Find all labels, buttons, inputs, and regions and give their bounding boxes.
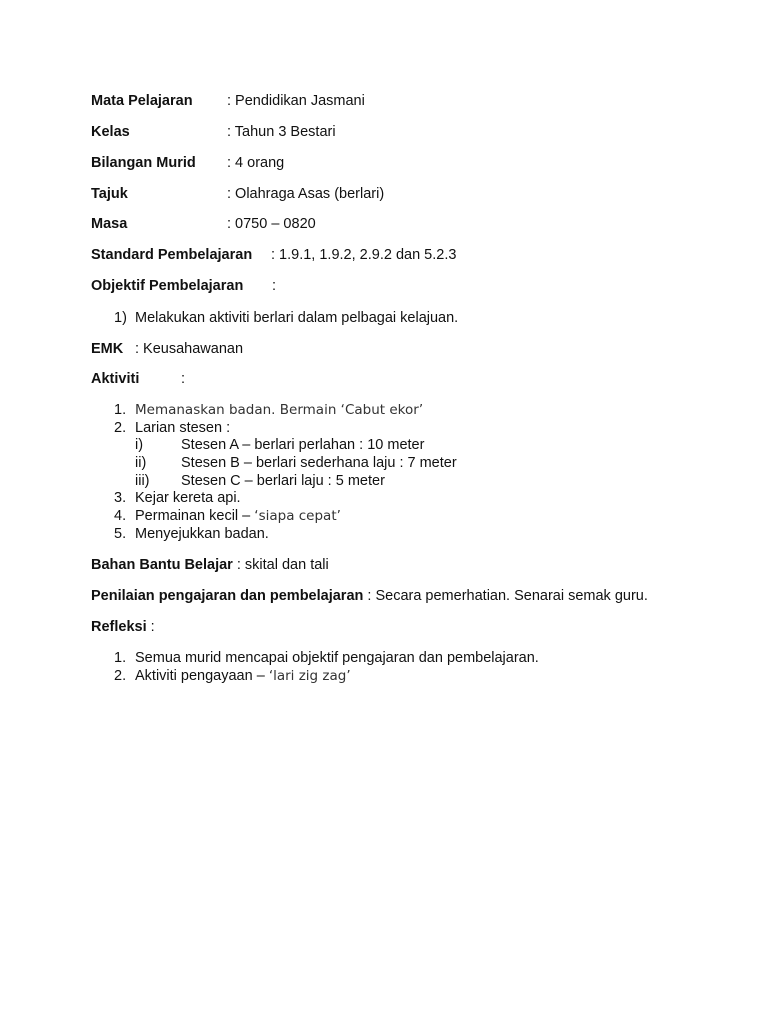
field-label: Tajuk <box>91 186 128 202</box>
field-value: : Secara pemerhatian. Senarai semak guru. <box>363 588 648 604</box>
field-value: : Pendidikan Jasmani <box>227 93 365 109</box>
field-label: Masa <box>91 216 128 232</box>
section-aktiviti <box>91 370 186 388</box>
sub-list-number: i) <box>135 437 144 453</box>
field-penilaian <box>91 587 648 605</box>
list-item <box>114 401 424 419</box>
sub-list-text: Stesen A – berlari perlahan : 10 meter <box>181 437 425 453</box>
field-label: Bahan Bantu Belajar <box>91 557 233 573</box>
field-value: : 4 orang <box>227 155 285 171</box>
field-value: : 1.9.1, 1.9.2, 2.9.2 dan 5.2.3 <box>271 247 457 263</box>
field-label: Penilaian pengajaran dan pembelajaran <box>91 588 364 604</box>
list-item <box>114 525 269 543</box>
list-number: 1) <box>114 310 127 326</box>
list-text: Menyejukkan badan. <box>135 526 269 542</box>
field-label: Kelas <box>91 124 130 140</box>
sub-list-item <box>135 472 385 490</box>
list-text <box>135 507 341 525</box>
list-text: Semua murid mencapai objektif pengajaran dan pembelajaran. <box>135 650 539 666</box>
section-refleksi <box>91 618 155 636</box>
list-text <box>135 667 351 685</box>
list-number: 1. <box>114 650 127 666</box>
field-emk <box>91 340 244 358</box>
field-bilangan-murid <box>91 154 285 172</box>
section-colon: : <box>146 619 155 635</box>
field-value: : Tahun 3 Bestari <box>227 124 336 140</box>
field-masa <box>91 215 316 233</box>
sub-list-number: iii) <box>135 473 150 489</box>
sub-list-item <box>135 436 425 454</box>
list-item <box>114 489 241 507</box>
list-number: 5. <box>114 526 127 542</box>
list-text-quoted: ‘lari zig zag’ <box>268 668 351 684</box>
list-number: 2. <box>114 420 127 436</box>
list-number: 4. <box>114 508 127 524</box>
section-colon: : <box>272 278 277 294</box>
list-text-quoted: ‘siapa cepat’ <box>254 508 341 524</box>
field-value: : Olahraga Asas (berlari) <box>227 186 385 202</box>
list-text-plain: Aktiviti pengayaan – <box>135 668 269 684</box>
list-text-plain: Permainan kecil – <box>135 508 255 524</box>
field-mata-pelajaran <box>91 92 365 110</box>
list-number: 2. <box>114 668 127 684</box>
list-item <box>114 667 351 685</box>
list-item <box>114 309 459 327</box>
sub-list-text: Stesen B – berlari sederhana laju : 7 meter <box>181 455 457 471</box>
field-label: Bilangan Murid <box>91 155 196 171</box>
field-standard-pembelajaran <box>91 246 457 264</box>
section-objektif <box>91 277 277 295</box>
list-text: Larian stesen : <box>135 420 231 436</box>
list-item <box>114 419 231 437</box>
list-text: Memanaskan badan. Bermain ‘Cabut ekor’ <box>135 402 424 418</box>
field-value: : skital dan tali <box>232 557 329 573</box>
list-text: Kejar kereta api. <box>135 490 241 506</box>
list-number: 3. <box>114 490 127 506</box>
field-value: : Keusahawanan <box>135 341 244 357</box>
section-heading: Aktiviti <box>91 371 140 387</box>
section-colon: : <box>181 371 186 387</box>
list-text: Melakukan aktiviti berlari dalam pelbagai kelajuan. <box>135 310 459 326</box>
list-number: 1. <box>114 402 127 418</box>
field-label: EMK <box>91 341 124 357</box>
sub-list-item <box>135 454 457 472</box>
field-kelas <box>91 123 336 141</box>
list-item <box>114 507 341 525</box>
list-item <box>114 649 539 667</box>
field-tajuk <box>91 185 385 203</box>
section-heading: Objektif Pembelajaran <box>91 278 244 294</box>
field-label: Standard Pembelajaran <box>91 247 253 263</box>
sub-list-number: ii) <box>135 455 147 471</box>
sub-list-text: Stesen C – berlari laju : 5 meter <box>181 473 385 489</box>
field-bahan-bantu-belajar <box>91 556 329 574</box>
field-value: : 0750 – 0820 <box>227 216 316 232</box>
field-label: Mata Pelajaran <box>91 93 193 109</box>
section-heading: Refleksi <box>91 619 147 635</box>
